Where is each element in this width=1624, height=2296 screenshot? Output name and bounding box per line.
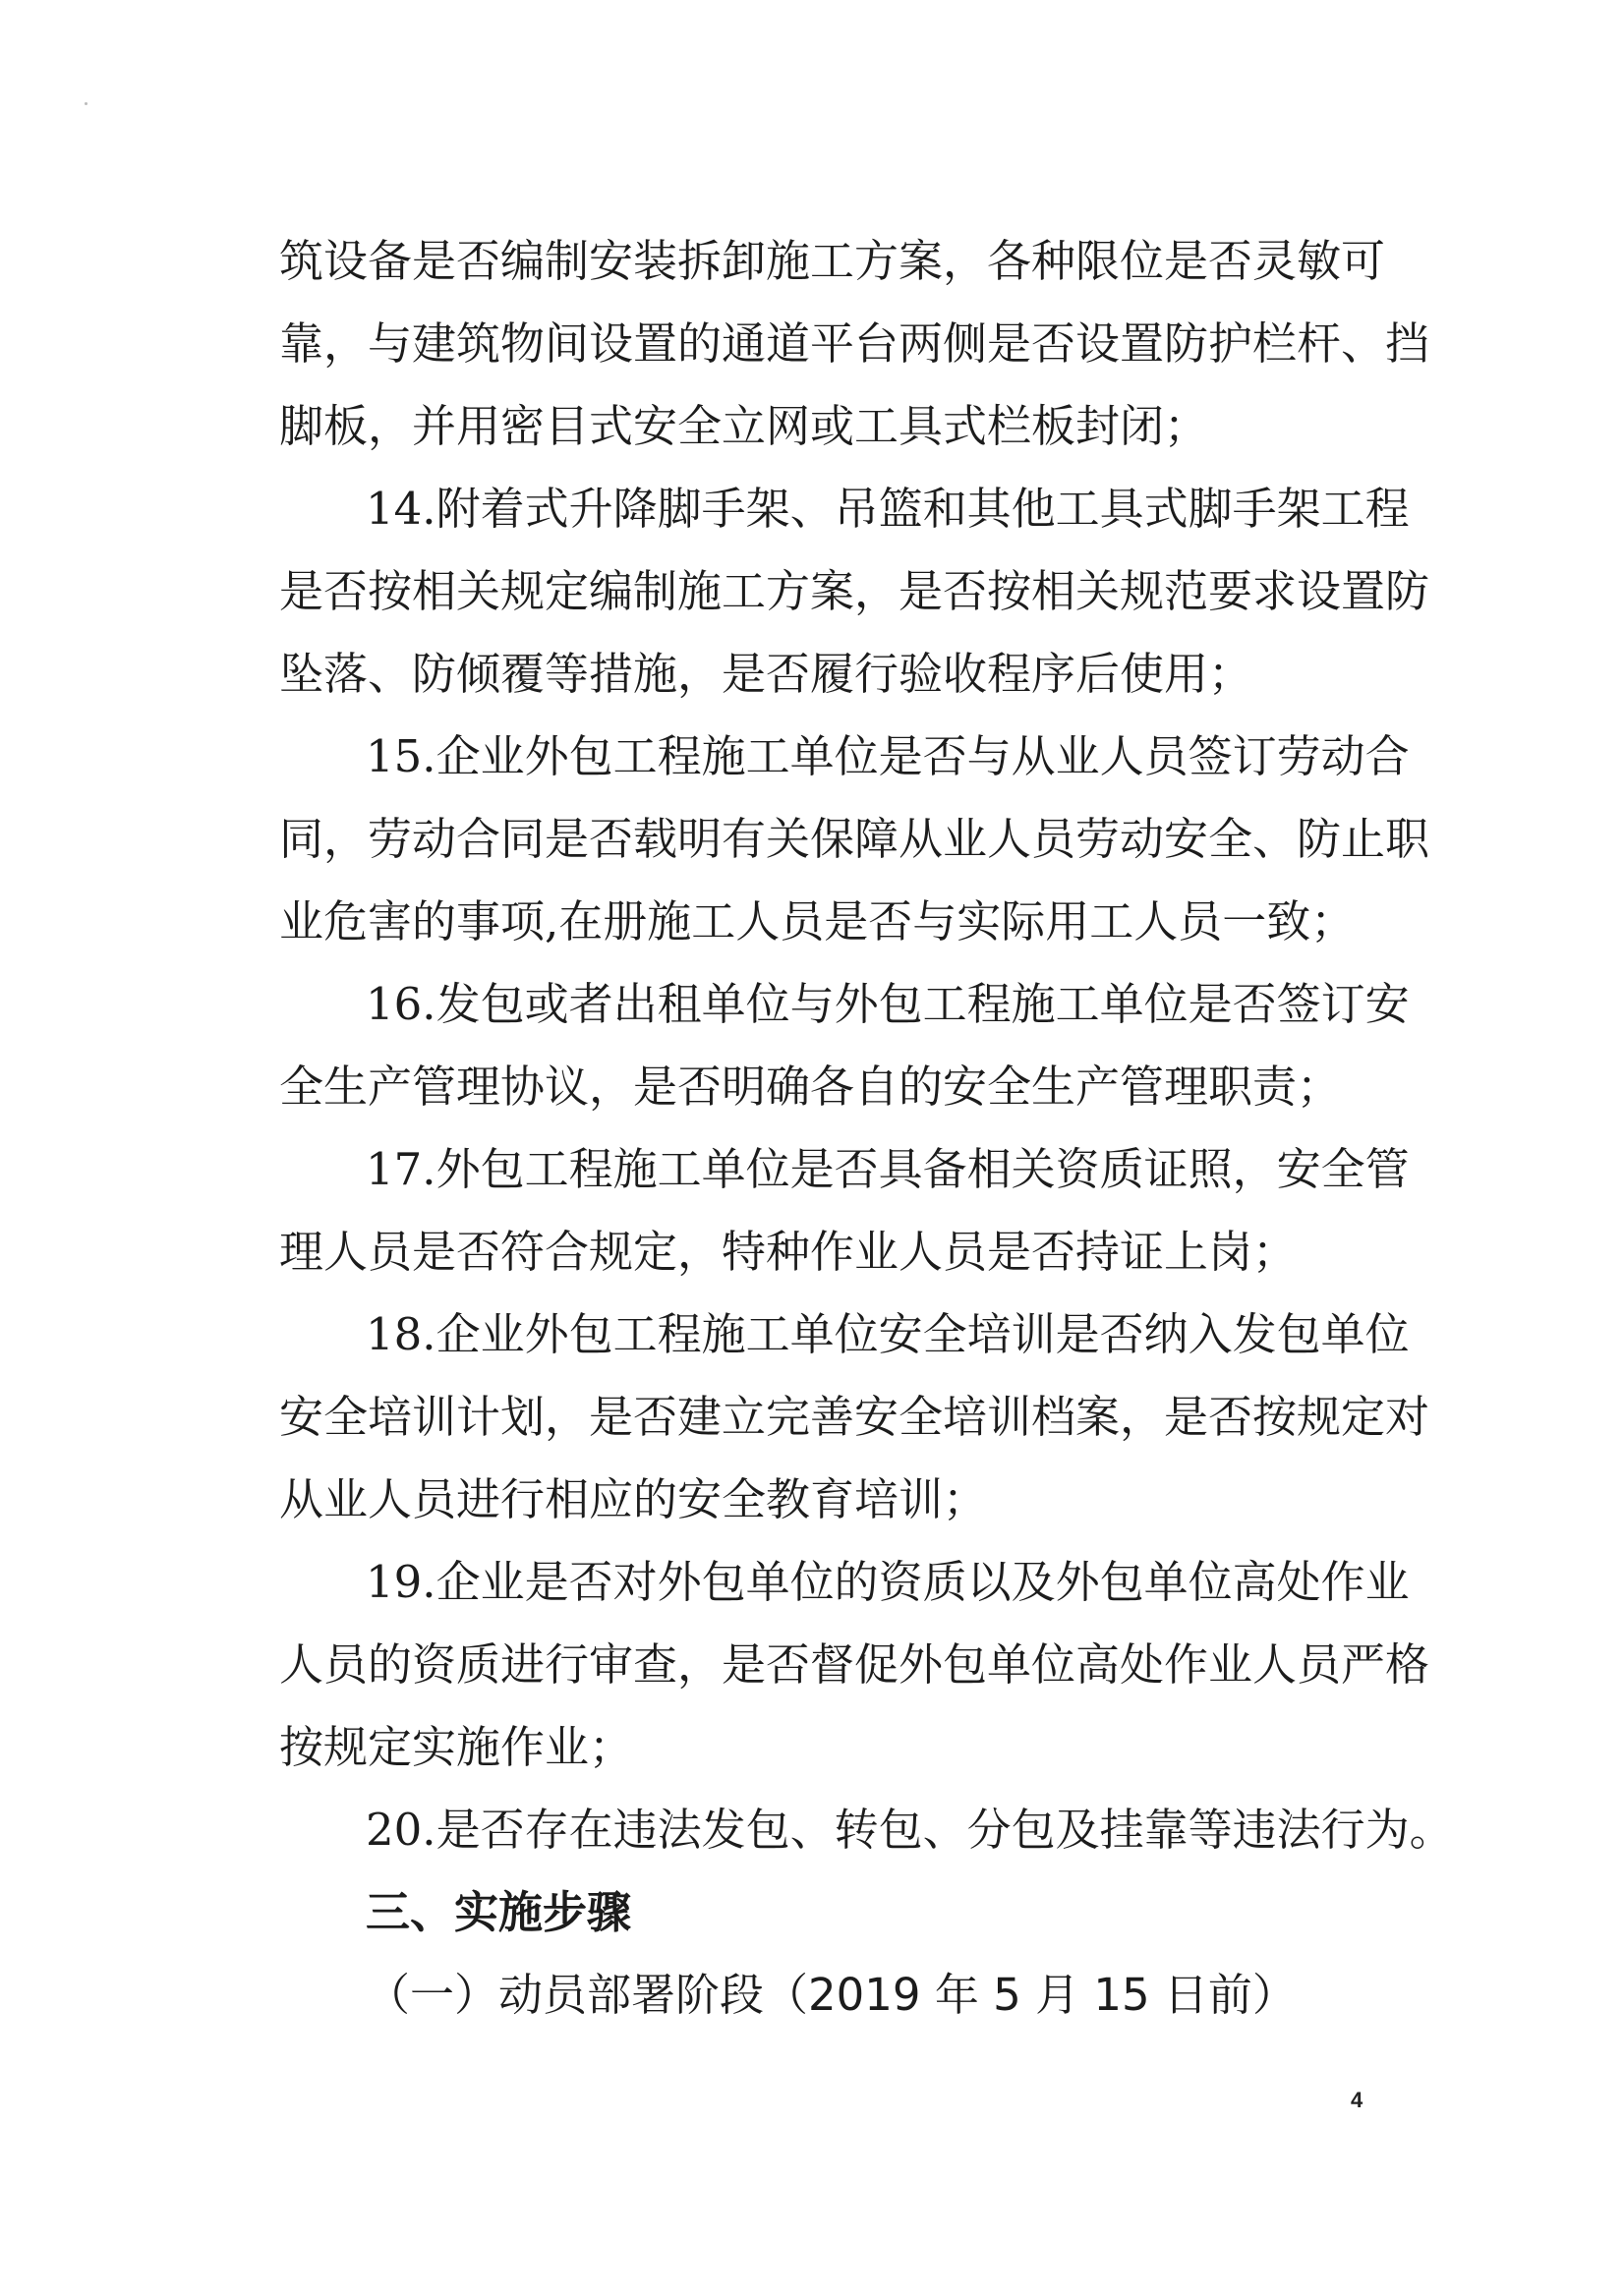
body-line: 人员的资质进行审查，是否督促外包单位高处作业人员严格 xyxy=(279,1638,1430,1691)
body-line: 业危害的事项,在册施工人员是否与实际用工人员一致； xyxy=(279,895,1356,947)
item-19-line: 19.企业是否对外包单位的资质以及外包单位高处作业 xyxy=(366,1556,1410,1608)
body-line: 按规定实施作业； xyxy=(279,1721,634,1773)
body-line: 安全培训计划，是否建立完善安全培训档案，是否按规定对 xyxy=(279,1391,1430,1443)
body-line: 坠落、防倾覆等措施，是否履行验收程序后使用； xyxy=(279,648,1253,700)
item-14-line: 14.附着式升降脚手架、吊篮和其他工具式脚手架工程 xyxy=(366,483,1410,535)
body-line: 脚板，并用密目式安全立网或工具式栏板封闭； xyxy=(279,400,1209,452)
body-line: 是否按相关规定编制施工方案，是否按相关规范要求设置防 xyxy=(279,565,1430,617)
section-heading: 三、实施步骤 xyxy=(366,1886,632,1938)
body-line: 筑设备是否编制安装拆卸施工方案，各种限位是否灵敏可 xyxy=(279,235,1386,287)
item-17-line: 17.外包工程施工单位是否具备相关资质证照，安全管 xyxy=(366,1143,1410,1195)
item-18-line: 18.企业外包工程施工单位安全培训是否纳入发包单位 xyxy=(366,1308,1410,1360)
item-16-line: 16.发包或者出租单位与外包工程施工单位是否签订安 xyxy=(366,978,1410,1030)
page-number: 4 xyxy=(1351,2088,1363,2112)
body-line: 全生产管理协议，是否明确各自的安全生产管理职责； xyxy=(279,1061,1342,1113)
body-line: 靠，与建筑物间设置的通道平台两侧是否设置防护栏杆、挡 xyxy=(279,317,1430,370)
subsection-heading: （一）动员部署阶段（2019 年 5 月 15 日前） xyxy=(366,1969,1297,2021)
item-15-line: 15.企业外包工程施工单位是否与从业人员签订劳动合 xyxy=(366,730,1410,782)
item-20-line: 20.是否存在违法发包、转包、分包及挂靠等违法行为。 xyxy=(366,1804,1454,1856)
scan-speck xyxy=(85,102,87,105)
document-body xyxy=(279,220,1454,2037)
body-line: 从业人员进行相应的安全教育培训； xyxy=(279,1473,988,1525)
body-line: 同，劳动合同是否载明有关保障从业人员劳动安全、防止职 xyxy=(279,813,1430,865)
body-line: 理人员是否符合规定，特种作业人员是否持证上岗； xyxy=(279,1226,1298,1278)
